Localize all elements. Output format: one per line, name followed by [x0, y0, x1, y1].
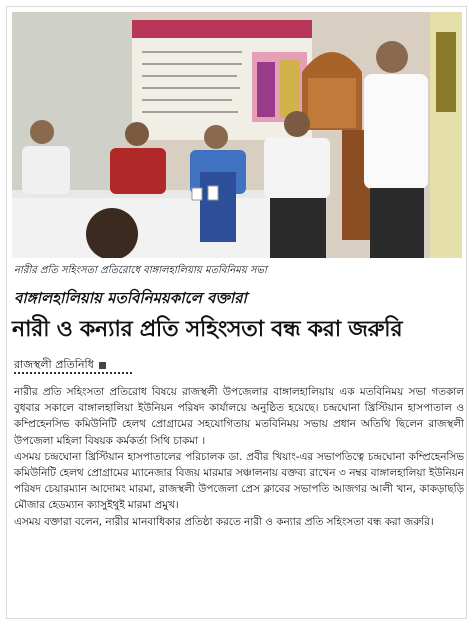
article-photo [12, 12, 462, 258]
byline-text: রাজস্থলী প্রতিনিধি [14, 358, 94, 371]
paragraph-3: এসময় বক্তারা বলেন, নারীর মানবাধিকার প্রতিষ্ঠা করতে নারী ও কন্যার প্রতি সহিংসতা বন্ধ করা জরুরি। [14, 515, 434, 528]
article-body [14, 384, 464, 530]
headline: নারী ও কন্যার প্রতি সহিংসতা বন্ধ করা জরুরি [12, 317, 403, 342]
paragraph-1: নারীর প্রতি সহিংসতা প্রতিরোধ বিষয়ে রাজস্থলী উপজেলার বাঙ্গালহালিয়ায় এক মতবিনিময় সভা গতকাল বুধবার সকালে বাঙ্গালহালিয়া ইউনিয়ন পরিষদ কার্যালয়ে অনুষ্ঠিত হয়েছে। চন্দ্রঘোনা খ্রিস্টিয়ান হাসপাতাল ও কম্প্রিহেনসিভ কমিউনিটি হেলথ প্রোগ্রামের সহযোগিতায় মতবিনিময় সভায় প্রধান অতিথি ছিলেন রাজস্থলী উপজেলা মহিলা বিষয়ক কর্মকর্তা সিথি চাকমা । [14, 386, 464, 447]
photo-caption: নারীর প্রতি সহিংসতা প্রতিরোধে বাঙ্গালহালিয়ায় মতবিনিময় সভা [14, 265, 267, 276]
square-bullet-icon [99, 362, 106, 369]
paragraph-2: এসময় চন্দ্রঘোনা খ্রিস্টিয়ান হাসপাতালের পরিচালক ডা. প্রবীর খিয়াং-এর সভাপতিত্বে চন্দ্রঘোনা কম্প্রিহেনসিভ কমিউনিটি হেলথ প্রোগ্রামের ম্যানেজার বিজয় মারমার সঞ্চালনায় বক্তব্য রাখেন ৩ নম্বর বাঙ্গালহালিয়া ইউনিয়ন পরিষদ চেয়ারম্যান আদোমং মারমা, রাজস্থলী উপজেলা প্রেস ক্লাবের সভাপতি আজগর আলী খান, কাকড়াছড়ি মৌজার হেডম্যান ক্যাসুইথুই মারমা প্রমুখ। [14, 450, 464, 512]
byline-divider [14, 372, 132, 374]
kicker-line: বাঙ্গালহালিয়ায় মতবিনিময়কালে বক্তারা [14, 289, 247, 307]
photo-icon [12, 12, 462, 258]
